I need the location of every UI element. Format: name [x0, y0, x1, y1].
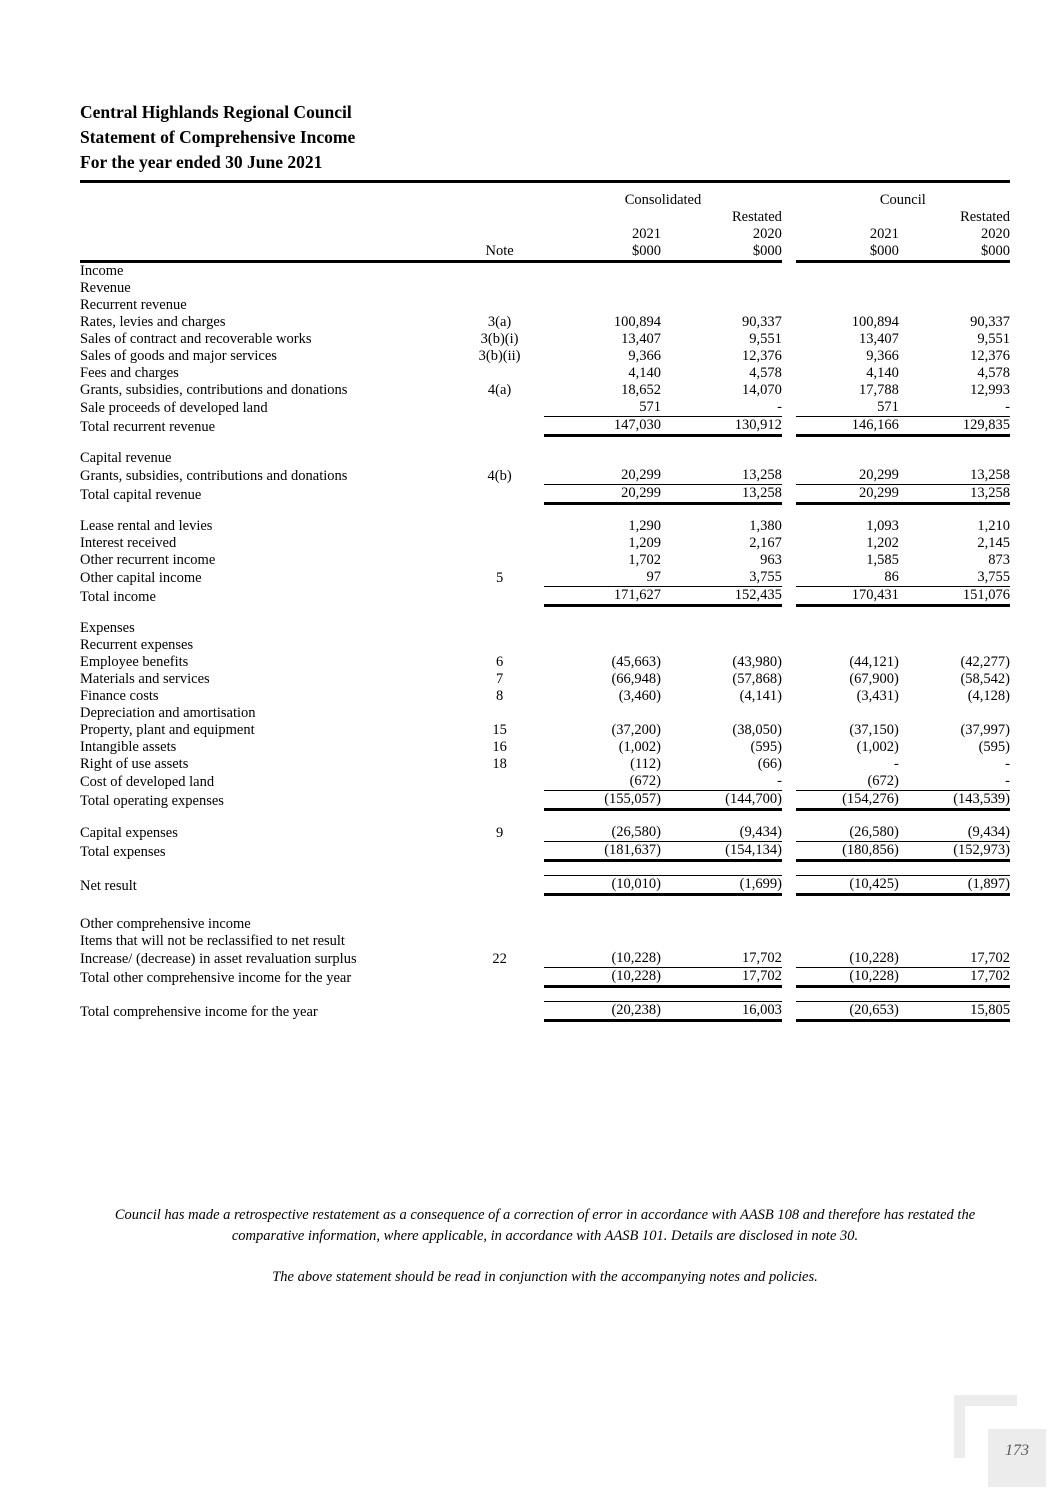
table-row-capital-expenses [80, 824, 1010, 842]
row-value-consolidated-2020: 13,258 [661, 467, 782, 485]
row-label: Intangible assets [80, 739, 177, 755]
row-value-council-2020: 13,258 [899, 467, 1010, 485]
row-note [455, 417, 544, 436]
total-row-other-comprehensive-income [80, 968, 1010, 987]
row-value-consolidated-2021: 1,702 [628, 552, 662, 568]
unit-council-2020: $000 [899, 243, 1010, 262]
row-label: Sales of goods and major services [80, 348, 277, 364]
column-group-consolidated: Consolidated [624, 192, 702, 208]
statement-title: Statement of Comprehensive Income [80, 127, 356, 147]
row-value-consolidated-2020: (9,434) [661, 824, 782, 842]
row-value-consolidated-2020: 1,380 [749, 518, 782, 534]
row-value-council-2020: (4,128) [967, 688, 1010, 704]
footnotes [95, 1205, 995, 1288]
row-note [455, 518, 544, 535]
row-note: 16 [492, 739, 507, 755]
row-value-consolidated-2021: 1,290 [628, 518, 662, 534]
unit-council-2021: $000 [796, 243, 899, 262]
total-row-income [80, 587, 1010, 606]
row-value-consolidated-2020: 90,337 [742, 314, 782, 330]
table-row [80, 314, 1010, 331]
row-label: Other recurrent income [80, 552, 216, 568]
entity-name: Central Highlands Regional Council [80, 102, 352, 122]
row-label: Total other comprehensive income for the year [80, 969, 352, 986]
row-value-consolidated-2020: (154,134) [661, 842, 782, 861]
row-value-consolidated-2020: 3,755 [661, 569, 782, 587]
spacer [80, 895, 1010, 910]
unit-consolidated-2021: $000 [544, 243, 661, 262]
table-row [80, 722, 1010, 739]
row-label: Interest received [80, 535, 177, 551]
row-value-council-2020: 17,702 [899, 968, 1010, 987]
row-value-council-2021: 4,140 [866, 365, 899, 381]
row-value-council-2021: 170,431 [796, 587, 899, 606]
row-value-consolidated-2021: (10,010) [544, 876, 661, 895]
row-label: Materials and services [80, 671, 210, 687]
row-value-council-2021: 100,894 [851, 314, 899, 330]
row-value-consolidated-2020: (43,980) [732, 654, 782, 670]
table-header [80, 192, 1010, 262]
row-value-consolidated-2021: (20,238) [544, 1002, 661, 1021]
row-value-council-2020: (37,997) [960, 722, 1010, 738]
table-row [80, 688, 1010, 705]
row-value-council-2021: 1,093 [866, 518, 899, 534]
page-number-box [988, 1429, 1046, 1487]
restated-label-council: Restated [960, 209, 1010, 225]
row-note [455, 399, 544, 417]
row-value-consolidated-2021: 571 [544, 399, 661, 417]
row-label: Cost of developed land [80, 773, 215, 790]
row-value-council-2021: 86 [796, 569, 899, 587]
row-value-consolidated-2020: 14,070 [742, 382, 782, 398]
row-label: Total comprehensive income for the year [80, 1003, 318, 1020]
row-label: Total recurrent revenue [80, 418, 216, 435]
row-value-consolidated-2020: (38,050) [732, 722, 782, 738]
restated-label-row [80, 209, 1010, 226]
row-label: Right of use assets [80, 756, 189, 772]
row-label: Capital expenses [80, 824, 178, 841]
row-value-council-2020: 13,258 [899, 485, 1010, 504]
row-value-consolidated-2020: - [661, 773, 782, 791]
row-value-council-2021: 571 [796, 399, 899, 417]
year-consolidated-2021: 2021 [632, 226, 662, 242]
row-value-council-2020: 17,702 [899, 950, 1010, 968]
row-value-council-2021: (1,002) [856, 739, 899, 755]
table-row [80, 535, 1010, 552]
total-row-net-result [80, 876, 1010, 895]
row-label: Sales of contract and recoverable works [80, 331, 312, 347]
row-value-council-2020: 129,835 [899, 417, 1010, 436]
row-value-council-2020: - [899, 773, 1010, 791]
row-note: 5 [495, 569, 504, 586]
row-value-council-2021: (44,121) [849, 654, 899, 670]
row-value-consolidated-2020: 152,435 [661, 587, 782, 606]
title-divider [80, 180, 1010, 183]
row-value-council-2020: 12,993 [970, 382, 1010, 398]
row-value-consolidated-2021: 20,299 [544, 467, 661, 485]
row-value-council-2021: 1,585 [866, 552, 899, 568]
row-value-council-2021: (67,900) [849, 671, 899, 687]
row-value-consolidated-2021: (3,460) [618, 688, 662, 704]
row-note: 3(a) [487, 314, 512, 330]
row-value-council-2020: 9,551 [977, 331, 1010, 347]
row-label: Grants, subsidies, contributions and donations [80, 382, 348, 398]
spacer [80, 606, 1010, 621]
row-note: 8 [495, 688, 504, 704]
row-note [455, 365, 544, 382]
row-value-council-2021: (10,228) [796, 968, 899, 987]
row-value-council-2020: 1,210 [977, 518, 1010, 534]
row-value-council-2020: (42,277) [960, 654, 1010, 670]
row-value-council-2020: 2,145 [977, 535, 1010, 551]
row-value-consolidated-2020: - [661, 399, 782, 417]
table-row [80, 773, 1010, 791]
row-value-consolidated-2021: (155,057) [544, 791, 661, 810]
table-row [80, 671, 1010, 688]
row-value-consolidated-2021: 1,209 [628, 535, 662, 551]
row-value-consolidated-2020: 2,167 [749, 535, 782, 551]
row-value-consolidated-2021: 4,140 [628, 365, 662, 381]
row-value-council-2021: (37,150) [849, 722, 899, 738]
total-row-expenses [80, 842, 1010, 861]
row-value-consolidated-2020: (144,700) [661, 791, 782, 810]
row-value-consolidated-2021: (1,002) [618, 739, 662, 755]
year-council-2021: 2021 [869, 226, 899, 242]
row-value-consolidated-2021: 100,894 [613, 314, 662, 330]
row-value-council-2021: 20,299 [796, 485, 899, 504]
row-value-consolidated-2021: (672) [544, 773, 661, 791]
row-note [455, 773, 544, 791]
column-group-council: Council [879, 192, 926, 208]
table-body [80, 262, 1010, 1021]
row-value-council-2020: - [899, 399, 1010, 417]
group-header-row [80, 192, 1010, 209]
row-label: Fees and charges [80, 365, 179, 381]
row-value-consolidated-2021: (181,637) [544, 842, 661, 861]
row-value-consolidated-2020: 4,578 [749, 365, 782, 381]
footnote-read-with-notes: The above statement should be read in conjunction with the accompanying notes and policies. [272, 1269, 818, 1285]
row-note: 15 [492, 722, 507, 738]
row-note [455, 587, 544, 606]
total-row-capital-revenue [80, 485, 1010, 504]
table-row [80, 654, 1010, 671]
spacer [80, 504, 1010, 519]
row-note: 4(a) [487, 382, 512, 398]
row-value-council-2021: 9,366 [866, 348, 899, 364]
row-value-council-2020: - [1005, 756, 1010, 772]
table-row [80, 552, 1010, 569]
spacer [80, 909, 1010, 916]
row-label: Lease rental and levies [80, 518, 213, 534]
row-value-consolidated-2021: 20,299 [544, 485, 661, 504]
table-row [80, 950, 1010, 968]
table-row [80, 739, 1010, 756]
row-value-council-2021: (672) [796, 773, 899, 791]
row-value-council-2021: (26,580) [796, 824, 899, 842]
spacer [80, 436, 1010, 451]
year-council-2020: 2020 [981, 226, 1010, 242]
row-note: 6 [495, 654, 504, 670]
row-note [455, 1002, 544, 1021]
statement-of-comprehensive-income-table [80, 192, 1010, 1022]
row-value-council-2020: (152,973) [899, 842, 1010, 861]
row-value-council-2021: (10,228) [796, 950, 899, 968]
row-label: Total expenses [80, 843, 166, 860]
subsection-heading-items-not-reclassified: Items that will not be reclassified to net result [80, 933, 345, 949]
row-value-consolidated-2020: 12,376 [742, 348, 782, 364]
row-label: Total income [80, 588, 156, 605]
row-value-consolidated-2020: 130,912 [661, 417, 782, 436]
table-row [80, 348, 1010, 365]
row-value-consolidated-2020: (66) [757, 756, 782, 772]
row-value-council-2020: 12,376 [970, 348, 1010, 364]
row-value-consolidated-2021: (26,580) [544, 824, 661, 842]
table-row [80, 365, 1010, 382]
row-value-consolidated-2021: (112) [630, 756, 662, 772]
unit-header-row [80, 243, 1010, 262]
row-value-council-2021: 13,407 [859, 331, 899, 347]
row-value-consolidated-2020: 17,702 [661, 950, 782, 968]
row-value-council-2020: 151,076 [899, 587, 1010, 606]
row-value-consolidated-2020: 13,258 [661, 485, 782, 504]
row-note [455, 876, 544, 895]
row-value-consolidated-2021: 97 [544, 569, 661, 587]
row-note [455, 842, 544, 861]
row-value-council-2021: (20,653) [796, 1002, 899, 1021]
row-value-consolidated-2020: (57,868) [732, 671, 782, 687]
row-label: Total operating expenses [80, 792, 224, 809]
row-value-council-2020: (595) [978, 739, 1010, 755]
total-row-operating-expenses [80, 791, 1010, 810]
row-note: 18 [492, 756, 507, 772]
row-value-consolidated-2021: 13,407 [621, 331, 662, 347]
reporting-period: For the year ended 30 June 2021 [80, 152, 323, 172]
row-note [455, 552, 544, 569]
restated-label-consolidated: Restated [731, 209, 782, 225]
row-note: 9 [495, 824, 504, 841]
table-row [80, 467, 1010, 485]
row-note [455, 485, 544, 504]
table-row [80, 399, 1010, 417]
page-number: 173 [1005, 1442, 1029, 1459]
row-value-consolidated-2021: (66,948) [611, 671, 662, 687]
row-value-council-2020: 15,805 [899, 1002, 1010, 1021]
section-heading-revenue: Revenue [80, 280, 131, 296]
row-value-council-2021: 17,788 [859, 382, 899, 398]
row-value-council-2020: 90,337 [970, 314, 1010, 330]
row-label: Sale proceeds of developed land [80, 399, 268, 416]
row-note [455, 791, 544, 810]
row-value-council-2020: 4,578 [977, 365, 1010, 381]
year-consolidated-2020: 2020 [752, 226, 782, 242]
section-heading-income: Income [80, 263, 124, 279]
row-value-consolidated-2020: (4,141) [739, 688, 782, 704]
row-value-council-2020: (143,539) [899, 791, 1010, 810]
total-row-comprehensive-income [80, 1002, 1010, 1021]
row-note: 3(b)(ii) [478, 348, 521, 364]
row-note: 3(b)(i) [480, 331, 519, 347]
spacer [80, 810, 1010, 825]
section-heading-recurrent-revenue: Recurrent revenue [80, 297, 187, 313]
row-value-council-2020: (1,897) [899, 876, 1010, 895]
row-label: Employee benefits [80, 654, 189, 670]
row-value-council-2020: (9,434) [899, 824, 1010, 842]
spacer [80, 861, 1010, 876]
row-note [455, 535, 544, 552]
total-row-recurrent-revenue [80, 417, 1010, 436]
row-value-consolidated-2021: 171,627 [544, 587, 661, 606]
row-value-council-2021: (154,276) [796, 791, 899, 810]
spacer [80, 987, 1010, 1002]
row-label: Rates, levies and charges [80, 314, 226, 330]
section-heading-capital-revenue: Capital revenue [80, 450, 172, 466]
row-value-council-2021: - [894, 756, 899, 772]
row-value-council-2021: (180,856) [796, 842, 899, 861]
row-note [455, 968, 544, 987]
row-value-consolidated-2020: (1,699) [661, 876, 782, 895]
row-value-council-2021: (10,425) [796, 876, 899, 895]
section-heading-other-comprehensive-income: Other comprehensive income [80, 916, 251, 932]
row-note: 7 [495, 671, 504, 687]
row-label: Total capital revenue [80, 486, 202, 503]
year-header-row [80, 226, 1010, 243]
row-value-council-2021: 1,202 [866, 535, 899, 551]
row-value-council-2020: 873 [988, 552, 1010, 568]
row-label: Net result [80, 877, 137, 894]
table-row [80, 518, 1010, 535]
row-value-consolidated-2020: (595) [750, 739, 782, 755]
row-value-consolidated-2021: 147,030 [544, 417, 661, 436]
note-column-header: Note [455, 243, 544, 262]
row-value-council-2021: (3,431) [856, 688, 899, 704]
page-corner-decoration [954, 1395, 1046, 1487]
row-label: Finance costs [80, 688, 159, 704]
row-value-consolidated-2021: 9,366 [628, 348, 662, 364]
table-row [80, 756, 1010, 773]
row-value-consolidated-2020: 963 [760, 552, 782, 568]
row-label: Other capital income [80, 569, 202, 586]
row-value-consolidated-2021: (45,663) [611, 654, 662, 670]
row-value-consolidated-2021: (37,200) [611, 722, 662, 738]
table-row [80, 331, 1010, 348]
row-value-consolidated-2021: 18,652 [621, 382, 662, 398]
row-value-council-2021: 146,166 [796, 417, 899, 436]
row-label: Increase/ (decrease) in asset revaluation surplus [80, 950, 357, 967]
footnote-restatement: Council has made a retrospective restatement as a consequence of a correction of error in accordance with AASB 108 and therefore has restated the comparative information, where applicable, in accordance with AASB 101. Details are disclosed in note 30. [114, 1207, 976, 1244]
table-row [80, 382, 1010, 399]
document-header [80, 100, 1010, 183]
row-value-consolidated-2021: (10,228) [544, 950, 661, 968]
row-value-council-2020: (58,542) [960, 671, 1010, 687]
section-heading-recurrent-expenses: Recurrent expenses [80, 637, 194, 653]
row-value-consolidated-2020: 16,003 [661, 1002, 782, 1021]
row-note: 22 [492, 950, 507, 967]
row-label: Grants, subsidies, contributions and donations [80, 467, 348, 484]
unit-consolidated-2020: $000 [661, 243, 782, 262]
table-row [80, 569, 1010, 587]
row-value-council-2020: 3,755 [899, 569, 1010, 587]
row-value-consolidated-2021: (10,228) [544, 968, 661, 987]
row-value-consolidated-2020: 17,702 [661, 968, 782, 987]
row-value-consolidated-2020: 9,551 [749, 331, 782, 347]
section-heading-expenses: Expenses [80, 620, 135, 636]
row-note: 4(b) [487, 467, 512, 484]
subsection-heading-depreciation: Depreciation and amortisation [80, 705, 256, 721]
row-label: Property, plant and equipment [80, 722, 255, 738]
row-value-council-2021: 20,299 [796, 467, 899, 485]
